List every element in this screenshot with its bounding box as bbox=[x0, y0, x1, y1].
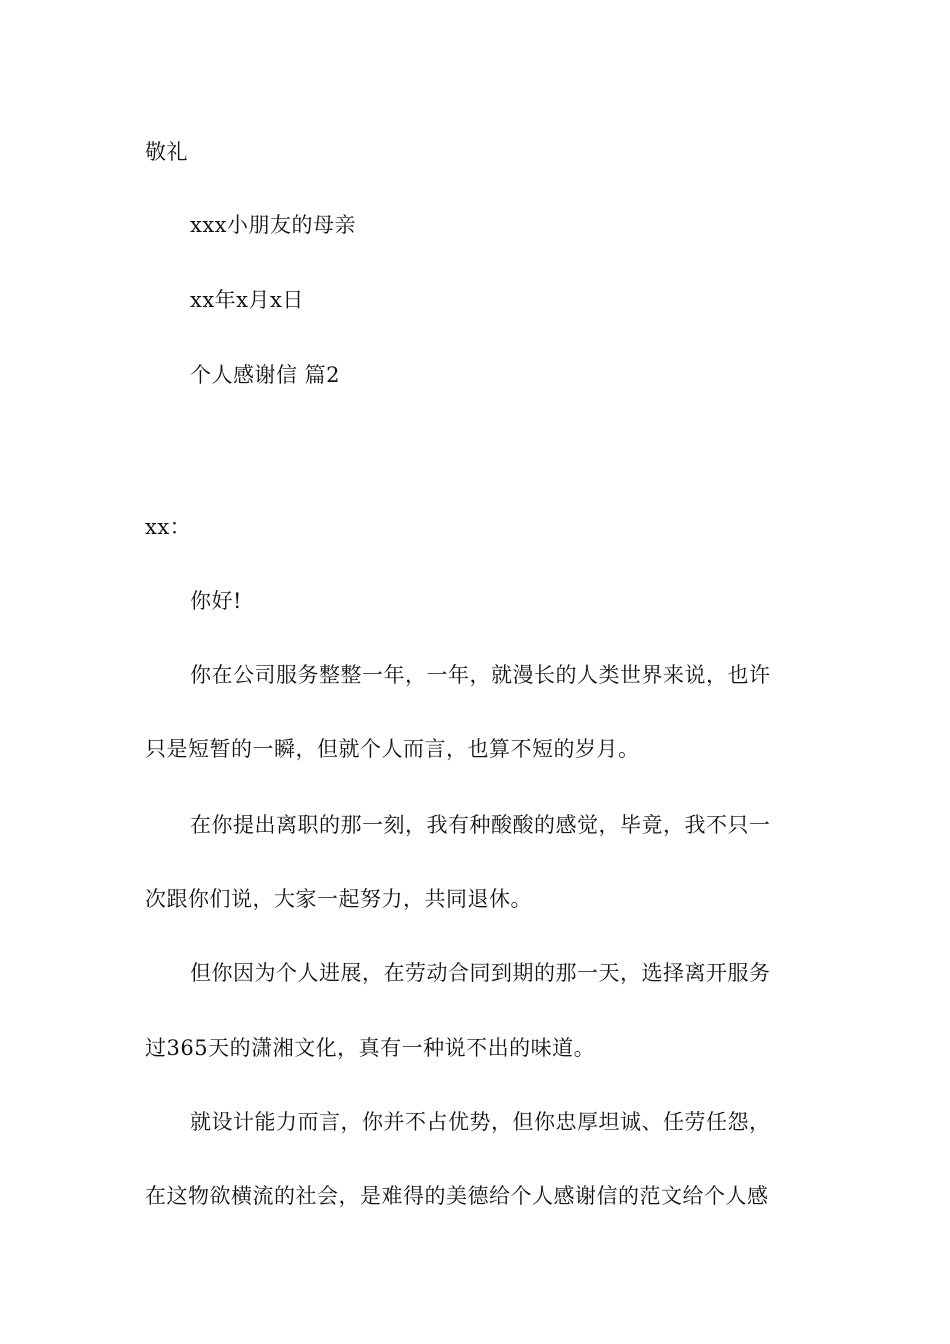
paragraph-4-line-1: 就设计能力而言，你并不占优势，但你忠厚坦诚、任劳任怨， bbox=[190, 1110, 771, 1134]
paragraph-2-line-2: 次跟你们说，大家一起努力，共同退休。 bbox=[145, 887, 532, 911]
section-heading: 个人感谢信 篇2 bbox=[190, 363, 341, 387]
paragraph-3-line-2: 过365天的潇湘文化，真有一种说不出的味道。 bbox=[145, 1036, 596, 1060]
letter-date: xx年x月x日 bbox=[190, 288, 304, 312]
paragraph-3-line-1: 但你因为个人进展，在劳动合同到期的那一天，选择离开服务 bbox=[190, 961, 771, 985]
paragraph-2-line-1: 在你提出离职的那一刻，我有种酸酸的感觉，毕竟，我不只一 bbox=[190, 813, 771, 837]
recipient-line: xx： bbox=[145, 515, 192, 539]
paragraph-1-line-2: 只是短暂的一瞬，但就个人而言，也算不短的岁月。 bbox=[145, 737, 640, 761]
paragraph-4-line-2: 在这物欲横流的社会，是难得的美德给个人感谢信的范文给个人感 bbox=[145, 1184, 769, 1208]
greeting-line: 你好! bbox=[190, 589, 242, 613]
closing-salutation: 敬礼 bbox=[145, 140, 188, 164]
signature: xxx小朋友的母亲 bbox=[190, 213, 357, 237]
paragraph-1-line-1: 你在公司服务整整一年，一年，就漫长的人类世界来说，也许 bbox=[190, 663, 771, 687]
